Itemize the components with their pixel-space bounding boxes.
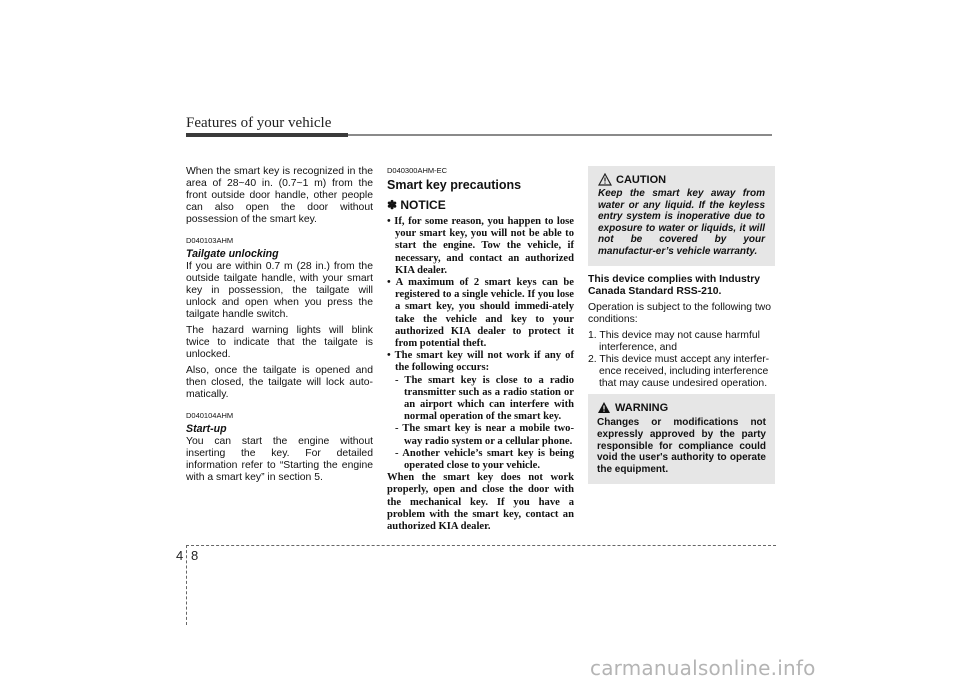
- chapter-number: 4: [176, 548, 184, 563]
- notice-closing: When the smart key does not work properly, open and close the door with the mechanical key. If you have a problem with the smart key, contact an authorized KIA dealer.: [387, 472, 574, 533]
- condition-1: 1. This device may not cause harmful interference, and: [588, 329, 760, 353]
- column-right: [588, 166, 775, 390]
- page-header-title: Features of your vehicle: [186, 115, 332, 131]
- notice-dash-3: - Another vehicle’s smart key is being operated close to your vehicle.: [395, 447, 574, 472]
- caution-text: Keep the smart key away from water or any liquid. If the keyless entry system is inoperative due to exposure to water or liquids, it will not be covered by your manufactur-er’s vehicle warranty.: [598, 188, 765, 257]
- warning-box: [588, 394, 775, 484]
- page-number: 8: [191, 548, 199, 563]
- caution-title: CAUTION: [616, 174, 667, 186]
- warning-title: WARNING: [615, 402, 669, 414]
- compliance-title: This device complies with Industry Canada Standard RSS-210.: [588, 273, 761, 297]
- caution-heading: [616, 174, 765, 186]
- caution-box: [588, 166, 775, 266]
- tailgate-paragraph-1: If you are within 0.7 m (28 in.) from the outside tailgate handle, with your smart key in possession, the tailgate will unlock and open when you press the tailgate handle switch.: [186, 261, 373, 320]
- notice-dash-2: - The smart key is near a mobile two-way radio system or a cellular phone.: [395, 423, 574, 447]
- tailgate-code: D040103AHM: [186, 236, 234, 245]
- column-middle: [387, 166, 574, 537]
- precautions-title: Smart key precautions: [387, 178, 522, 192]
- caution-triangle-icon: [598, 173, 612, 186]
- tailgate-paragraph-3: Also, once the tailgate is opened and then closed, the tailgate will lock auto-matically.: [186, 365, 373, 400]
- footer-vertical-rule: [186, 545, 187, 625]
- warning-triangle-icon: [597, 401, 611, 414]
- header-rule-light: [348, 134, 772, 136]
- notice-bullet-3: • The smart key will not work if any of the following occurs:: [387, 350, 574, 374]
- warning-heading: [615, 402, 766, 414]
- notice-title: ✽ NOTICE: [387, 198, 446, 212]
- footer-rule: [186, 545, 776, 546]
- intro-paragraph: When the smart key is recognized in the area of 28~40 in. (0.7~1 m) from the front outside door handle, other people can also open the door without possession of the smart key.: [186, 166, 373, 225]
- startup-heading: Start-up: [186, 423, 227, 435]
- notice-dash-1: - The smart key is close to a radio transmitter such as a radio station or an airport which can interfere with normal operation of the smart key.: [395, 374, 574, 423]
- precautions-code: D040300AHM-EC: [387, 166, 448, 175]
- notice-bullet-2: • A maximum of 2 smart keys can be registered to a single vehicle. If you lose a smart key, you should immedi-ately take the vehicle and key to your authorized KIA dealer to protect it from potential theft.: [387, 277, 574, 350]
- watermark-text: carmanualsonline.info: [590, 656, 816, 680]
- startup-code: D040104AHM: [186, 411, 234, 420]
- column-left: [186, 166, 373, 488]
- header-rule-dark: [186, 133, 348, 137]
- condition-2: 2. This device must accept any interfer-ence received, including interference that may cause undesired operation.: [588, 353, 770, 389]
- startup-paragraph: You can start the engine without inserting the key. For detailed information refer to “Starting the engine with a smart key” in section 5.: [186, 436, 373, 483]
- tailgate-paragraph-2: The hazard warning lights will blink twice to indicate that the tailgate is unlocked.: [186, 325, 373, 360]
- compliance-paragraph: Operation is subject to the following two conditions:: [588, 301, 772, 325]
- warning-text: Changes or modifications not expressly approved by the party responsible for compliance could void the user's authority to operate the equipment.: [597, 417, 766, 476]
- tailgate-heading: Tailgate unlocking: [186, 248, 279, 260]
- notice-bullet-1: • If, for some reason, you happen to lose your smart key, you will not be able to start the engine. Tow the vehicle, if necessary, and contact an authorized KIA dealer.: [387, 216, 574, 276]
